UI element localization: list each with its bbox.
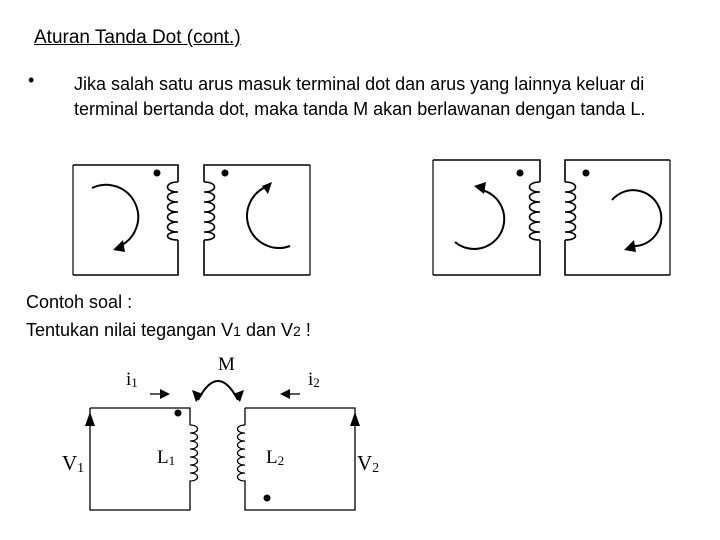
- l2-label: L2: [266, 447, 285, 468]
- coil-l1: [190, 425, 198, 490]
- i2-label: i2: [308, 369, 320, 390]
- v2-arrowhead: [350, 412, 360, 426]
- v2-label: V2: [357, 451, 380, 476]
- i2-arrowhead: [280, 389, 290, 399]
- dot-l2: [264, 495, 271, 502]
- bullet-marker: •: [28, 70, 35, 90]
- right-outer-wire: [245, 408, 355, 510]
- v1-arrowhead: [85, 412, 95, 426]
- v1-label: V1: [62, 451, 85, 476]
- i1-label: i1: [126, 369, 138, 390]
- slide-title: Aturan Tanda Dot (cont.): [34, 27, 241, 48]
- example-label: Contoh soal :: [26, 292, 133, 312]
- dot-l1: [175, 410, 182, 417]
- l1-label: L1: [157, 447, 176, 468]
- i1-arrowhead: [160, 389, 170, 399]
- mutual-label: M: [218, 354, 235, 375]
- bullet-text: Jika salah satu arus masuk terminal dot dan arus yang lainnya keluar di terminal bertanda dot, maka tanda M akan berlawanan dengan tanda L.: [74, 74, 646, 119]
- coil-l2: [238, 425, 246, 490]
- mutual-arc: [198, 381, 238, 400]
- left-top-wire: [90, 408, 190, 425]
- task-text: Tentukan nilai tegangan V1 dan V2 !: [26, 320, 311, 340]
